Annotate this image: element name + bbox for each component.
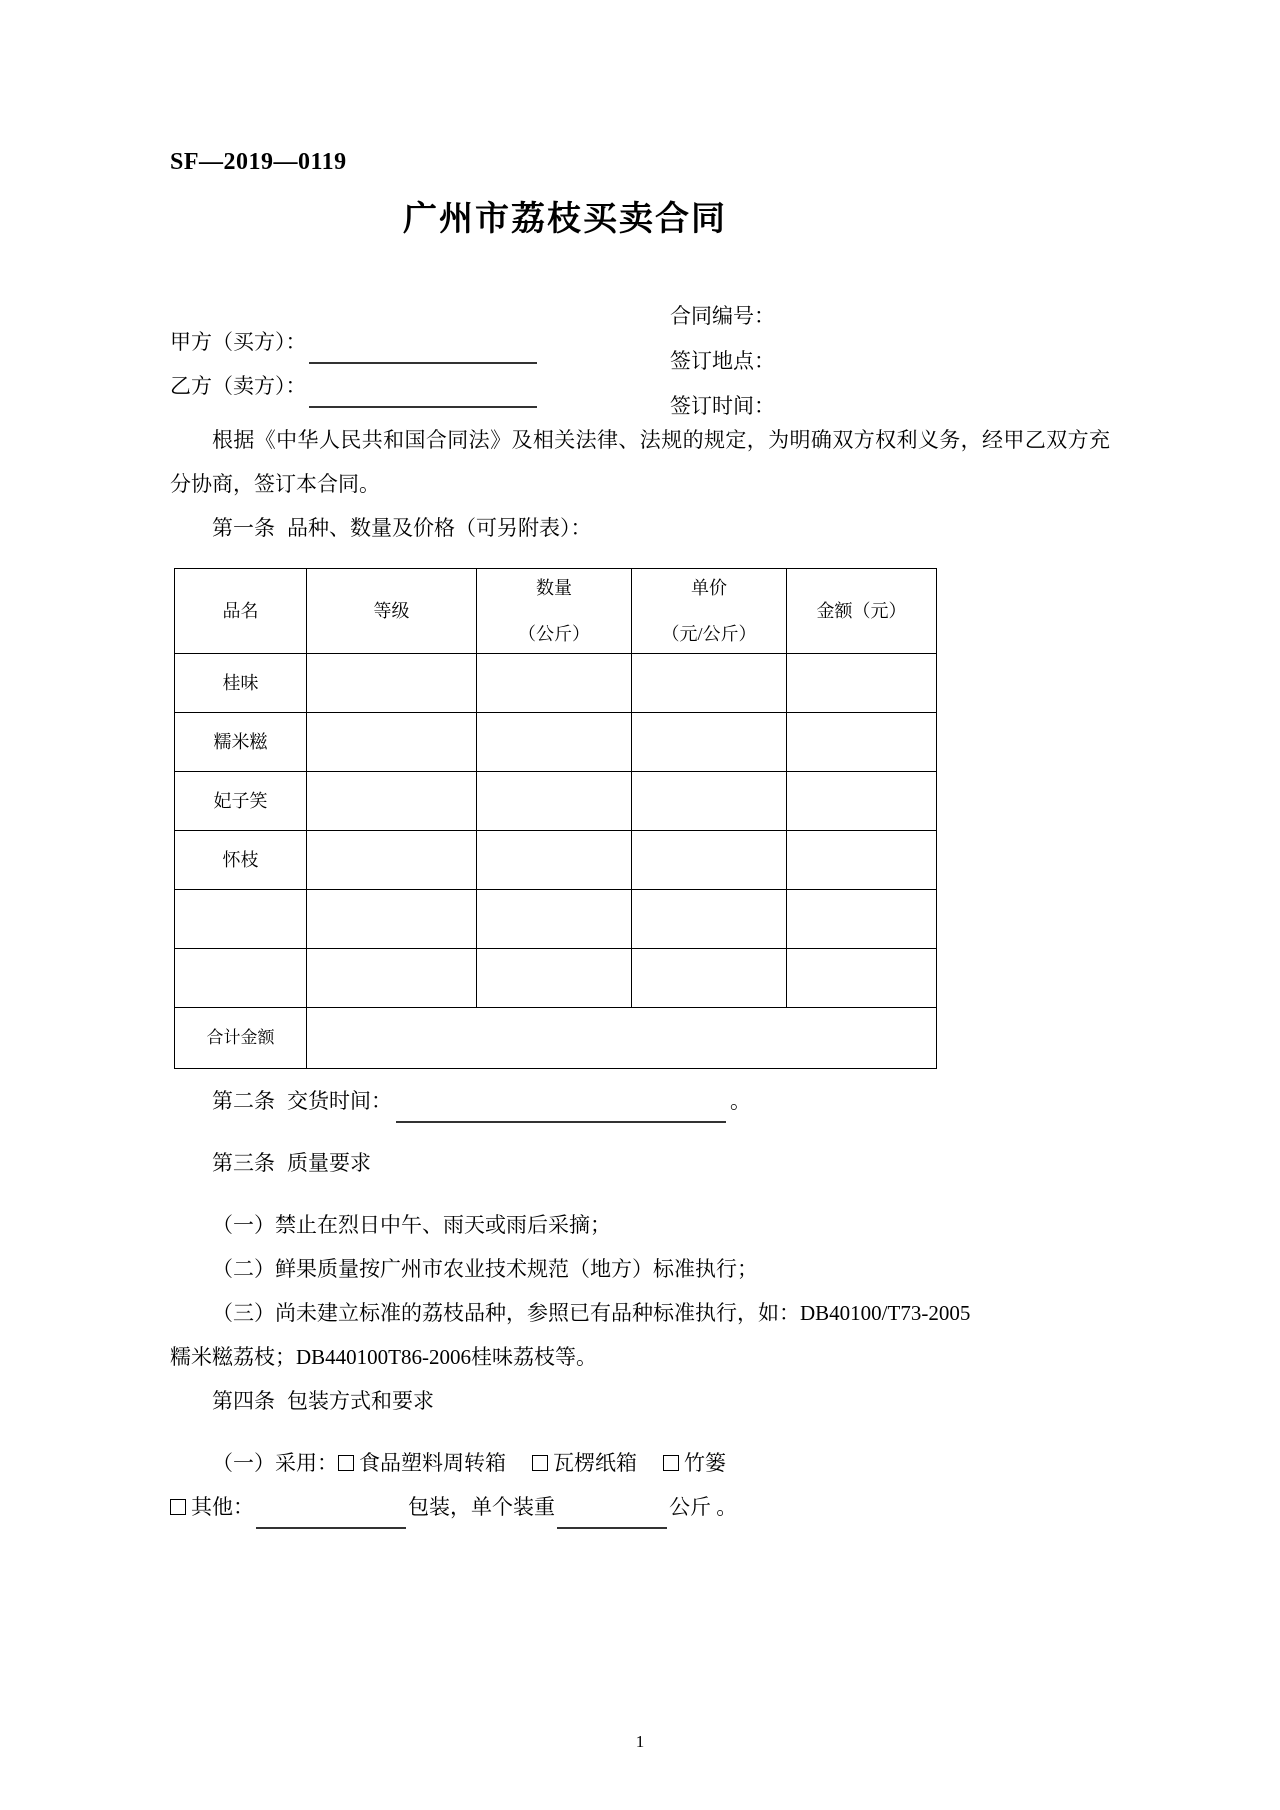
packaging-options-row xyxy=(170,1441,1110,1485)
parties-section xyxy=(170,294,1110,418)
checkbox-icon[interactable] xyxy=(663,1455,679,1471)
header-unit-price xyxy=(632,568,787,653)
packaging-adopt-label: （一）采用： xyxy=(212,1450,338,1475)
cell-quantity[interactable] xyxy=(477,712,632,771)
cell-quantity[interactable] xyxy=(477,653,632,712)
packaging-option-corrugated-box[interactable] xyxy=(532,1451,637,1475)
seller-label: 乙方（卖方）： xyxy=(170,373,307,398)
cell-amount[interactable] xyxy=(787,889,937,948)
cell-name: 怀枝 xyxy=(175,830,307,889)
cell-name[interactable] xyxy=(175,948,307,1007)
goods-table xyxy=(174,568,937,1069)
cell-amount[interactable] xyxy=(787,712,937,771)
cell-grade[interactable] xyxy=(307,830,477,889)
total-amount-label: 合计金额 xyxy=(175,1007,307,1068)
checkbox-icon[interactable] xyxy=(170,1499,186,1515)
cell-amount[interactable] xyxy=(787,948,937,1007)
delivery-time-input[interactable] xyxy=(396,1097,726,1123)
cell-name[interactable] xyxy=(175,889,307,948)
signing-place-label: 签订地点： xyxy=(670,348,775,373)
cell-unit-price[interactable] xyxy=(632,889,787,948)
header-quantity xyxy=(477,568,632,653)
article-four-title: 包装方式和要求 xyxy=(287,1388,434,1413)
header-name: 品名 xyxy=(175,568,307,653)
cell-quantity[interactable] xyxy=(477,948,632,1007)
contract-number-label: 合同编号： xyxy=(670,303,775,328)
buyer-row xyxy=(170,320,537,364)
packaging-unit-word: 公斤 。 xyxy=(669,1494,738,1519)
table-row xyxy=(175,771,937,830)
cell-quantity[interactable] xyxy=(477,889,632,948)
cell-quantity[interactable] xyxy=(477,771,632,830)
cell-amount[interactable] xyxy=(787,830,937,889)
cell-grade[interactable] xyxy=(307,948,477,1007)
header-grade: 等级 xyxy=(307,568,477,653)
article-two-heading xyxy=(170,1079,1110,1123)
seller-row xyxy=(170,364,537,408)
page-title: 广州市荔枝买卖合同 xyxy=(403,199,727,238)
packaging-option-plastic-crate[interactable] xyxy=(338,1451,506,1475)
cell-unit-price[interactable] xyxy=(632,712,787,771)
packaging-word: 包装，单个装重 xyxy=(408,1494,555,1519)
article-three-item-1: （一）禁止在烈日中午、雨天或雨后采摘； xyxy=(212,1212,611,1237)
table-row xyxy=(175,889,937,948)
header-quantity-line2: （公斤） xyxy=(518,623,590,644)
cell-unit-price[interactable] xyxy=(632,771,787,830)
page-number: 1 xyxy=(635,1732,645,1751)
article-three-item-3: （三）尚未建立标准的荔枝品种，参照已有品种标准执行，如：DB40100/T73-2005 xyxy=(212,1300,971,1325)
package-weight-input[interactable] xyxy=(557,1505,667,1529)
checkbox-icon[interactable] xyxy=(338,1455,354,1471)
header-unit-price-line2: （元/公斤） xyxy=(661,623,757,644)
article-two-period: 。 xyxy=(730,1088,751,1113)
article-three-title: 质量要求 xyxy=(287,1150,371,1175)
packaging-option-bamboo-basket-label: 竹篓 xyxy=(684,1450,726,1475)
article-one-title: 品种、数量及价格（可另附表）： xyxy=(287,515,592,540)
article-two-number: 第二条 xyxy=(212,1088,275,1113)
parties-left-block xyxy=(170,320,537,408)
cell-amount[interactable] xyxy=(787,771,937,830)
spacer xyxy=(170,1423,1110,1441)
signing-date-label: 签订时间： xyxy=(670,393,775,418)
article-four-heading xyxy=(170,1379,1110,1423)
cell-grade[interactable] xyxy=(307,771,477,830)
cell-name: 糯米糍 xyxy=(175,712,307,771)
cell-grade[interactable] xyxy=(307,712,477,771)
table-total-row xyxy=(175,1007,937,1068)
buyer-label: 甲方（买方）： xyxy=(170,329,307,354)
table-row xyxy=(175,712,937,771)
packaging-other-input[interactable] xyxy=(256,1505,406,1529)
article-three-item-3-continued: 糯米糍荔枝；DB440100T86-2006桂味荔枝等。 xyxy=(170,1344,597,1369)
cell-grade[interactable] xyxy=(307,653,477,712)
cell-grade[interactable] xyxy=(307,889,477,948)
cell-name: 桂味 xyxy=(175,653,307,712)
article-one-heading xyxy=(170,506,1110,550)
document-code: SF—2019—0119 xyxy=(170,149,347,175)
header-unit-price-line1: 单价 xyxy=(691,577,727,598)
spacer xyxy=(170,1185,1110,1203)
contract-info-block xyxy=(670,294,775,429)
packaging-option-bamboo-basket[interactable] xyxy=(663,1451,726,1475)
packaging-other-label: 其他： xyxy=(191,1494,254,1519)
article-two-title: 交货时间： xyxy=(287,1088,392,1113)
packaging-option-plastic-crate-label: 食品塑料周转箱 xyxy=(359,1450,506,1475)
cell-unit-price[interactable] xyxy=(632,653,787,712)
table-row xyxy=(175,948,937,1007)
spacer xyxy=(170,1123,1110,1141)
article-three-item-2: （二）鲜果质量按广州市农业技术规范（地方）标准执行； xyxy=(212,1256,758,1281)
article-four-number: 第四条 xyxy=(212,1388,275,1413)
cell-quantity[interactable] xyxy=(477,830,632,889)
buyer-name-input[interactable] xyxy=(309,336,537,364)
cell-amount[interactable] xyxy=(787,653,937,712)
cell-unit-price[interactable] xyxy=(632,948,787,1007)
table-header-row xyxy=(175,568,937,653)
total-amount-value[interactable] xyxy=(307,1007,937,1068)
cell-unit-price[interactable] xyxy=(632,830,787,889)
checkbox-icon[interactable] xyxy=(532,1455,548,1471)
seller-name-input[interactable] xyxy=(309,380,537,408)
table-row xyxy=(175,830,937,889)
header-amount: 金额（元） xyxy=(787,568,937,653)
packaging-option-corrugated-box-label: 瓦楞纸箱 xyxy=(553,1450,637,1475)
preamble-paragraph: 根据《中华人民共和国合同法》及相关法律、法规的规定，为明确双方权利义务，经甲乙双方充分协商，签订本合同。 xyxy=(170,427,1110,496)
article-three-number: 第三条 xyxy=(212,1150,275,1175)
table-row xyxy=(175,653,937,712)
packaging-other-row xyxy=(170,1485,1110,1529)
article-three-heading xyxy=(170,1141,1110,1185)
header-quantity-line1: 数量 xyxy=(536,577,572,598)
cell-name: 妃子笑 xyxy=(175,771,307,830)
article-one-number: 第一条 xyxy=(212,515,275,540)
